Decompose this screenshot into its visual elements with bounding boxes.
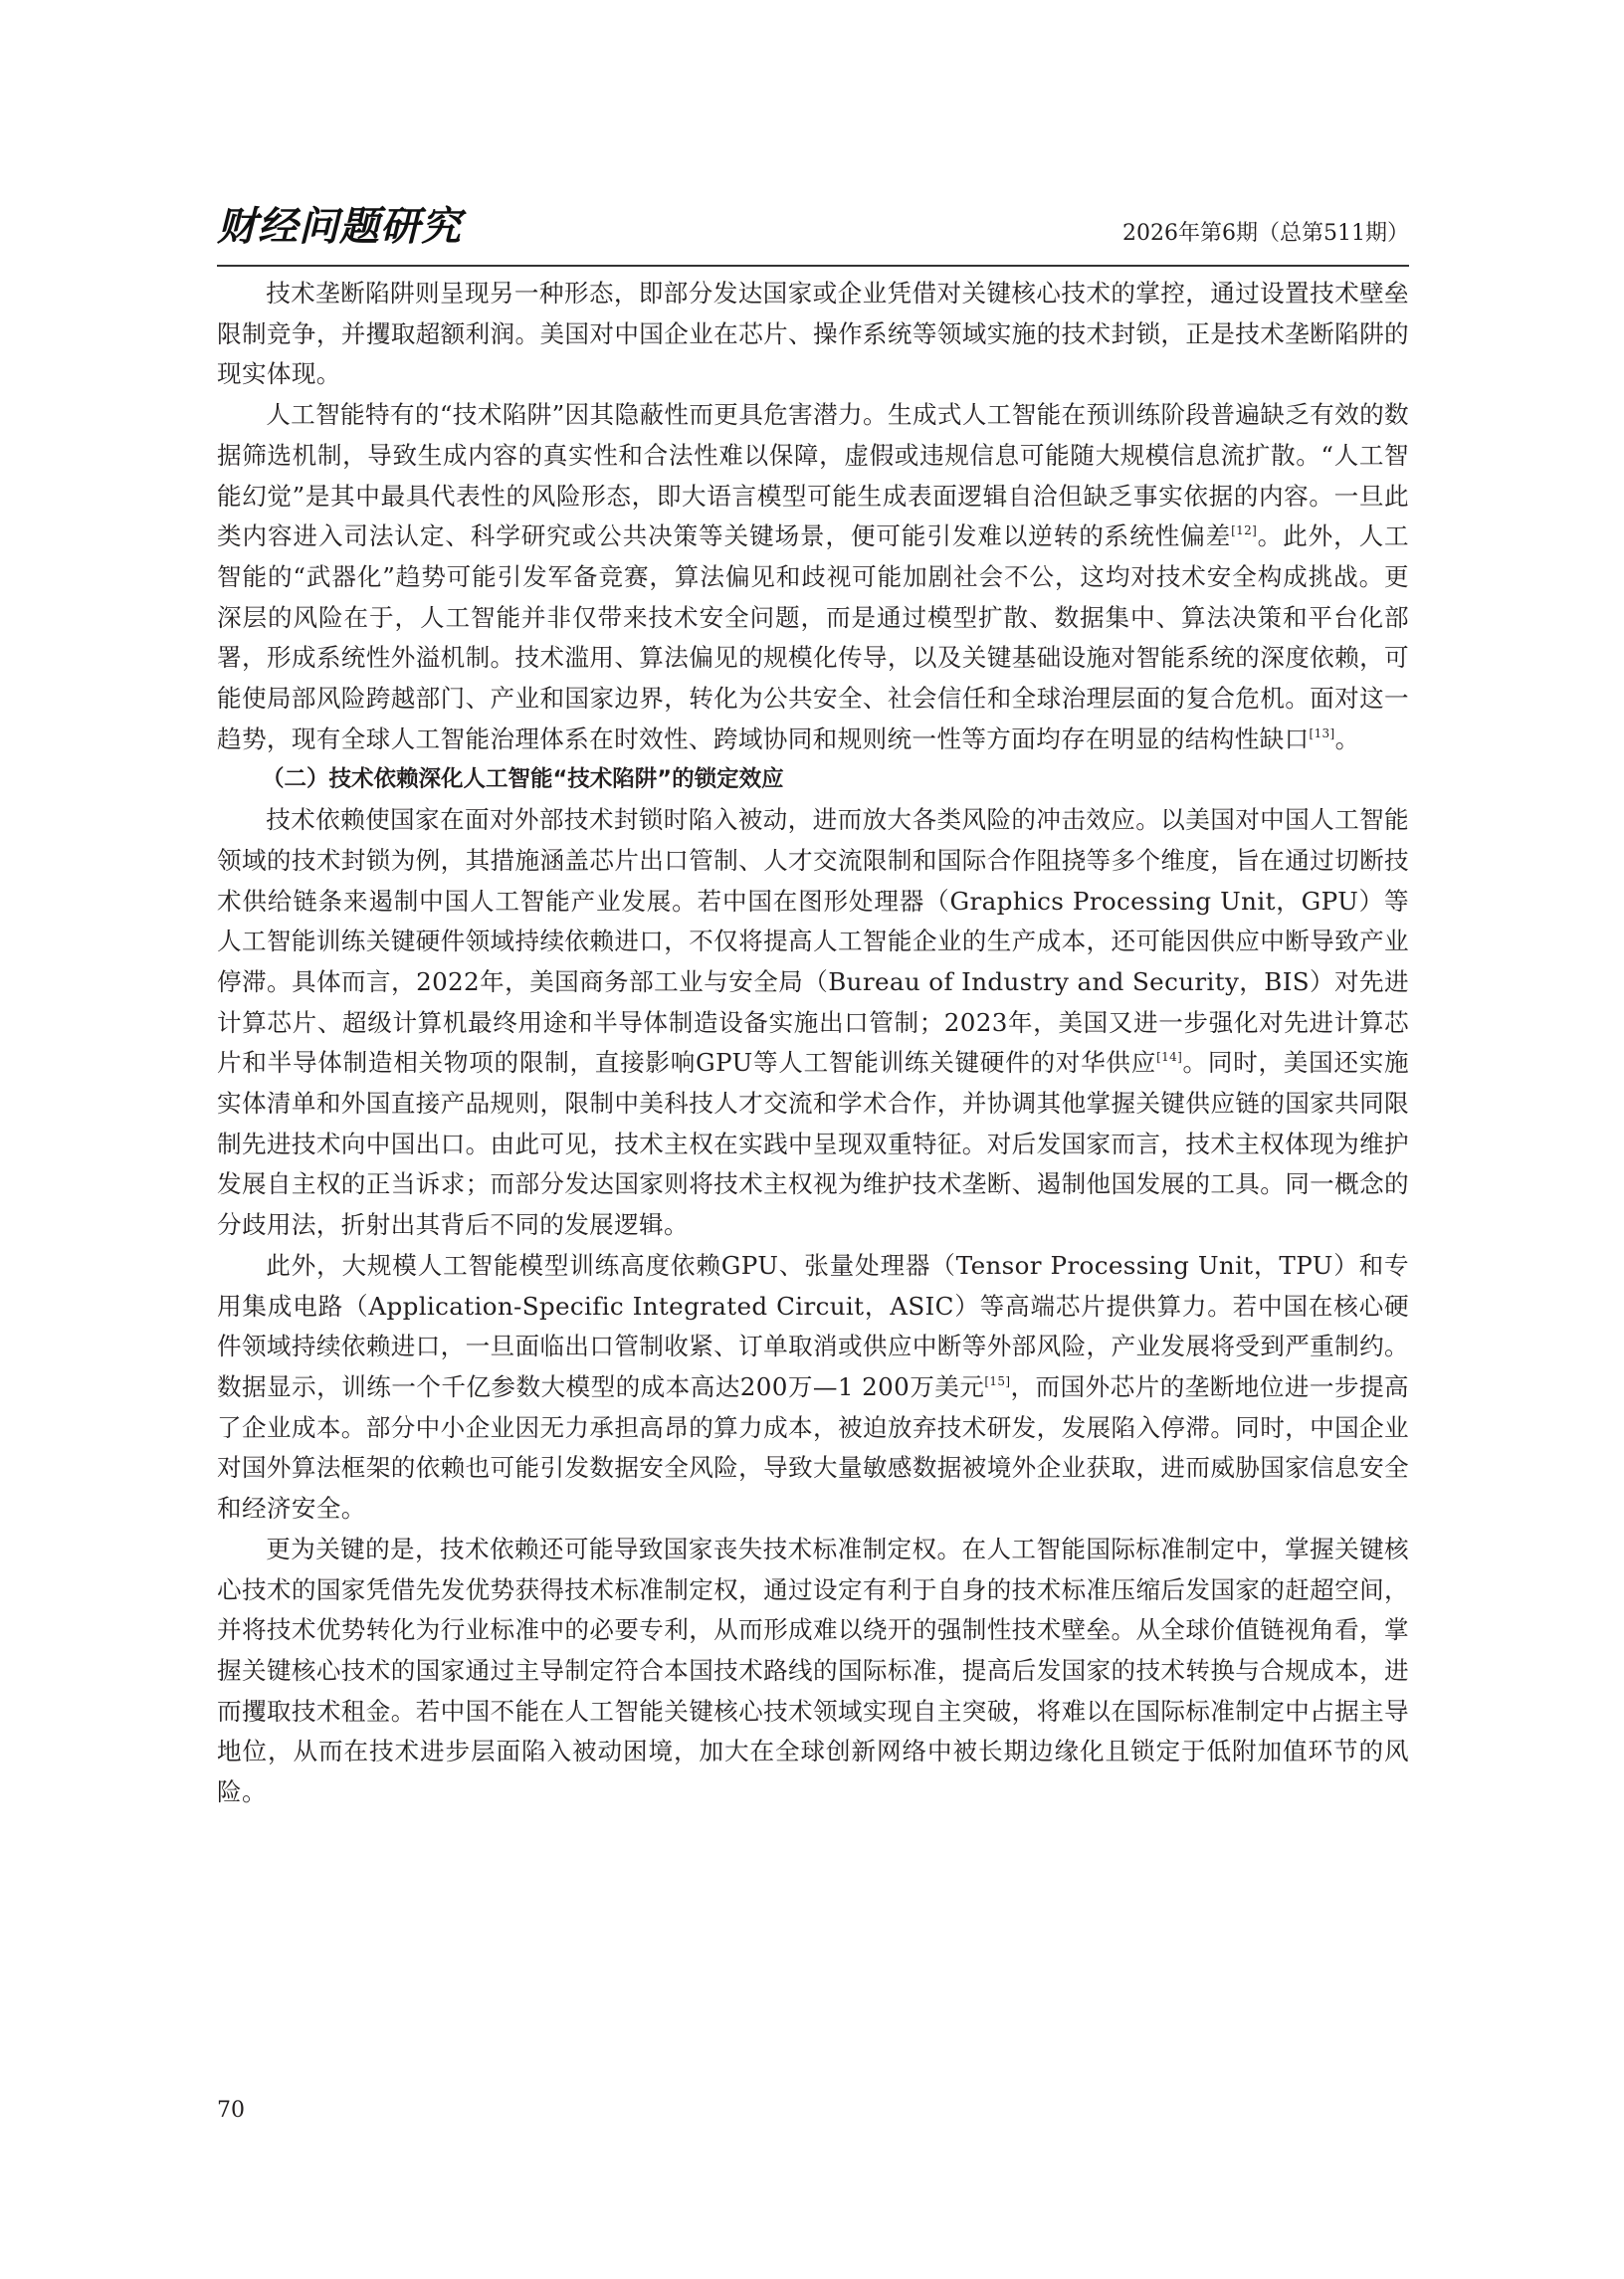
page-header: [217, 199, 1409, 265]
citation-ref: [14]: [1156, 1050, 1183, 1065]
paragraph-text: 人工智能特有的“技术陷阱”因其隐蔽性而更具危害潜力。生成式人工智能在预训练阶段普遍缺乏有效的数据筛选机制，导致生成内容的真实性和合法性难以保障，虚假或违规信息可能随大规模信息流扩散。“人工智能幻觉”是其中最具代表性的风险形态，即大语言模型可能生成表面逻辑自洽但缺乏事实依据的内容。一旦此类内容进入司法认定、科学研究或公共决策等关键场景，便可能引发难以逆转的系统性偏差: [217, 400, 1409, 551]
issue-info: 2026年第6期（总第511期）: [1122, 221, 1409, 246]
paragraph: [217, 274, 1409, 395]
paragraph-text: 。同时，美国还实施实体清单和外国直接产品规则，限制中美科技人才交流和学术合作，并协调其他掌握关键供应链的国家共同限制先进技术向中国出口。由此可见，技术主权在实践中呈现双重特征。对后发国家而言，技术主权体现为维护发展自主权的正当诉求；而部分发达国家则将技术主权视为维护技术垄断、遏制他国发展的工具。同一概念的分歧用法，折射出其背后不同的发展逻辑。: [217, 1048, 1409, 1240]
paragraph-text: 此外，大规模人工智能模型训练高度依赖GPU、张量处理器（Tensor Processing Unit，TPU）和专用集成电路（Application-Specific Integrated Circuit，ASIC）等高端芯片提供算力。若中国在核心硬件领域持续依赖进口，一旦面临出口管制收紧、订单取消或供应中断等外部风险，产业发展将受到严重制约。数据显示，训练一个千亿参数大模型的成本高达200万—1 200万美元: [217, 1250, 1409, 1401]
header-divider: [217, 265, 1409, 267]
journal-logo: 财经问题研究: [217, 203, 462, 250]
paragraph-text: 技术依赖使国家在面对外部技术封锁时陷入被动，进而放大各类风险的冲击效应。以美国对中国人工智能领域的技术封锁为例，其措施涵盖芯片出口管制、人才交流限制和国际合作阻挠等多个维度，旨在通过切断技术供给链条来遏制中国人工智能产业发展。若中国在图形处理器（Graphics Processing Unit，GPU）等人工智能训练关键硬件领域持续依赖进口，不仅将提高人工智能企业的生产成本，还可能因供应中断导致产业停滞。具体而言，2022年，美国商务部工业与安全局（Bureau of Industry and Security，BIS）对先进计算芯片、超级计算机最终用途和半导体制造设备实施出口管制；2023年，美国又进一步强化对先进计算芯片和半导体制造相关物项的限制，直接影响GPU等人工智能训练关键硬件的对华供应: [217, 805, 1409, 1078]
article-body: [217, 274, 1409, 1813]
paragraph-text: ，而国外芯片的垄断地位进一步提高了企业成本。部分中小企业因无力承担高昂的算力成本，被迫放弃技术研发，发展陷入停滞。同时，中国企业对国外算法框架的依赖也可能引发数据安全风险，导致大量敏感数据被境外企业获取，进而威胁国家信息安全和经济安全。: [217, 1371, 1409, 1524]
paragraph: [217, 800, 1409, 1246]
paragraph: [217, 395, 1409, 759]
page-number: 70: [217, 2098, 245, 2123]
paragraph-text: 技术垄断陷阱则呈现另一种形态，即部分发达国家或企业凭借对关键核心技术的掌控，通过设置技术壁垒限制竞争，并攫取超额利润。美国对中国企业在芯片、操作系统等领域实施的技术封锁，正是技术垄断陷阱的现实体现。: [217, 279, 1409, 389]
paragraph-text: 。: [1334, 724, 1360, 753]
paragraph-text: 。此外，人工智能的“武器化”趋势可能引发军备竞赛，算法偏见和歧视可能加剧社会不公，这均对技术安全构成挑战。更深层的风险在于，人工智能并非仅带来技术安全问题，而是通过模型扩散、数据集中、算法决策和平台化部署，形成系统性外溢机制。技术滥用、算法偏见的规模化传导，以及关键基础设施对智能系统的深度依赖，可能使局部风险跨越部门、产业和国家边界，转化为公共安全、社会信任和全球治理层面的复合危机。面对这一趋势，现有全球人工智能治理体系在时效性、跨域协同和规则统一性等方面均存在明显的结构性缺口: [217, 521, 1409, 753]
section-heading: （二）技术依赖深化人工智能“技术陷阱”的锁定效应: [262, 766, 784, 793]
citation-ref: [12]: [1231, 523, 1258, 538]
citation-ref: [15]: [984, 1373, 1011, 1388]
paragraph: [217, 1530, 1409, 1813]
paragraph: [217, 1246, 1409, 1530]
paragraph-text: 更为关键的是，技术依赖还可能导致国家丧失技术标准制定权。在人工智能国际标准制定中，掌握关键核心技术的国家凭借先发优势获得技术标准制定权，通过设定有利于自身的技术标准压缩后发国家的赶超空间，并将技术优势转化为行业标准中的必要专利，从而形成难以绕开的强制性技术壁垒。从全球价值链视角看，掌握关键核心技术的国家通过主导制定符合本国技术路线的国际标准，提高后发国家的技术转换与合规成本，进而攫取技术租金。若中国不能在人工智能关键核心技术领域实现自主突破，将难以在国际标准制定中占据主导地位，从而在技术进步层面陷入被动困境，加大在全球创新网络中被长期边缘化且锁定于低附加值环节的风险。: [217, 1534, 1409, 1807]
citation-ref: [13]: [1309, 725, 1335, 740]
